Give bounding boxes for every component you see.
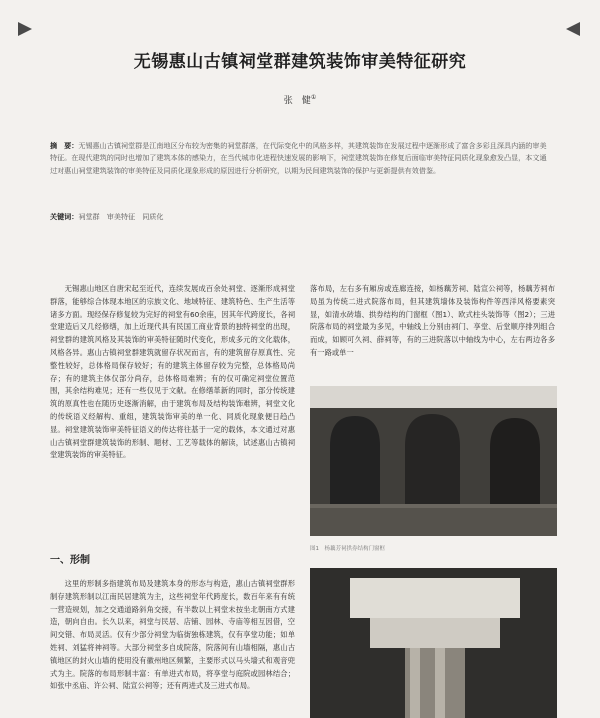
corner-mark-tr — [566, 22, 580, 36]
section-heading: 一、形制 — [50, 555, 90, 566]
author-name: 张 健 — [283, 96, 311, 106]
intro-paragraph: 无锡惠山地区自唐宋起至近代，连续发展成百余处祠堂、逐渐形成祠堂群落，能够综合体现本地区的宗族文化、地域特征、建筑特色、生产生活等诸多方面。现经保存修复较为完好的祠堂有60余座，因其年代跨度长，各祠堂建造后又几经修缮，加上近现代具有民国工商业背景的独特祠堂的出现，祠堂群的建筑风格及其装饰的审美特征随时代变化，形成多元的文化载体，风格各异。惠山古镇祠堂群建筑就留存状况而言，有的建筑留存原真性、完整性较好，总体格局保存较好；有的建筑主体留存较为完整，总体格局尚存；有的建筑主体仅部分尚存，总体格局难辨；有的仅可确定祠堂位置范围，其余结构难见；还有一些仅见于文献。在修缮革新的同时，部分传统建筑的原真性也在随历史逐渐消解，由于建筑布局及结构装饰难辨，祠堂文化的传统语义经解构、重组，建筑装饰审美的单一化、同质化现象便日趋凸显。祠堂建筑装饰审美特征语义的传达将往基于一定的载体，本文通过对惠山古镇祠堂群建筑装饰的形制、题材、工艺等载体的解读，试述惠山古镇祠堂建筑装饰的审美特征。 — [50, 284, 295, 460]
corner-mark-tl — [18, 22, 32, 36]
author-footnote-mark: ① — [310, 94, 317, 101]
continued-paragraph: 落布局，左右多有厢房或连廊连接，如杨藕芳祠、陆宣公祠等，杨藕芳祠布局虽为传统二进式院落布局，但其建筑墙体及装饰构件等西洋风格要素突显，如清水砖墙、拱券结构的门窗框（图1）、欧式柱头装饰等（图2）；三进院落布局的祠堂最为多见，中轴线上分别由祠门、享堂、后堂顺序排列组合而成，如顾可久祠、薛祠等，有的三进院落以中轴线为中心，左右两边各多有一路或单一 — [310, 284, 555, 357]
abstract-text: 无锡惠山古镇祠堂群是江南地区分布较为密集的祠堂群落，在代际变化中的风格多样，其建筑装饰在发展过程中逐渐形成了富含多彩且深具内涵的审美特征。在现代建筑的同时也增加了建筑本体的感染力，在当代城市化进程快速发展的影响下，祠堂建筑装饰在修复后面临审美特征同质化现象愈发凸显，本文通过对惠山祠堂建筑装饰的审美特征及同质化现象形成的原因进行分析研究，以期为民间建筑装饰的保护与更新提供有效借鉴。 — [50, 141, 547, 175]
form-paragraph: 这里的形制多指建筑布局及建筑本身的形态与构造，惠山古镇祠堂群形制存建筑形制以江南民居建筑为主，这些祠堂年代跨度长，数百年来有有统一营造规划，加之交通道路斜角交接，有半数以上祠堂未按坐北朝南方式建造，朝向自由。长久以来，祠堂与民居、店铺、园林、寺庙等相互因借，空间交错、布局灵活。仅有少部分祠堂为临街独栋建筑，仅有享堂功能；如单姓祠、刘猛将神祠等。大部分祠堂多自成院落，院落间有山墙相隔，惠山古镇地区的封火山墙的使用没有徽州地区频繁，主要形式以马头墙式和观音兜式为主。院落的布局形制丰富：有单进式布局，将享堂与庭院或园林结合；如张中丞庙、许公祠、陆宣公祠等；还有两进式及三进式布局。 — [50, 579, 295, 691]
article-title: 无锡惠山古镇祠堂群建筑装饰审美特征研究 — [133, 52, 467, 72]
body-column-left — [50, 283, 295, 462]
abstract-label: 摘 要： — [50, 141, 79, 150]
figure-2-photo — [310, 568, 557, 718]
body-column-left-2 — [50, 578, 295, 693]
figure-1-caption: 图1 杨藕芳祠拱券结构门窗框 — [310, 546, 386, 552]
figure-1-photo — [310, 386, 557, 536]
arched-windows-illustration — [310, 386, 557, 536]
author-line — [0, 93, 600, 106]
keywords-text: 祠堂群 审美特征 同质化 — [78, 212, 164, 221]
body-column-right — [310, 283, 555, 360]
abstract — [50, 140, 550, 177]
keywords — [50, 212, 550, 222]
column-capital-illustration — [310, 568, 557, 718]
keywords-label: 关键词： — [50, 212, 79, 221]
